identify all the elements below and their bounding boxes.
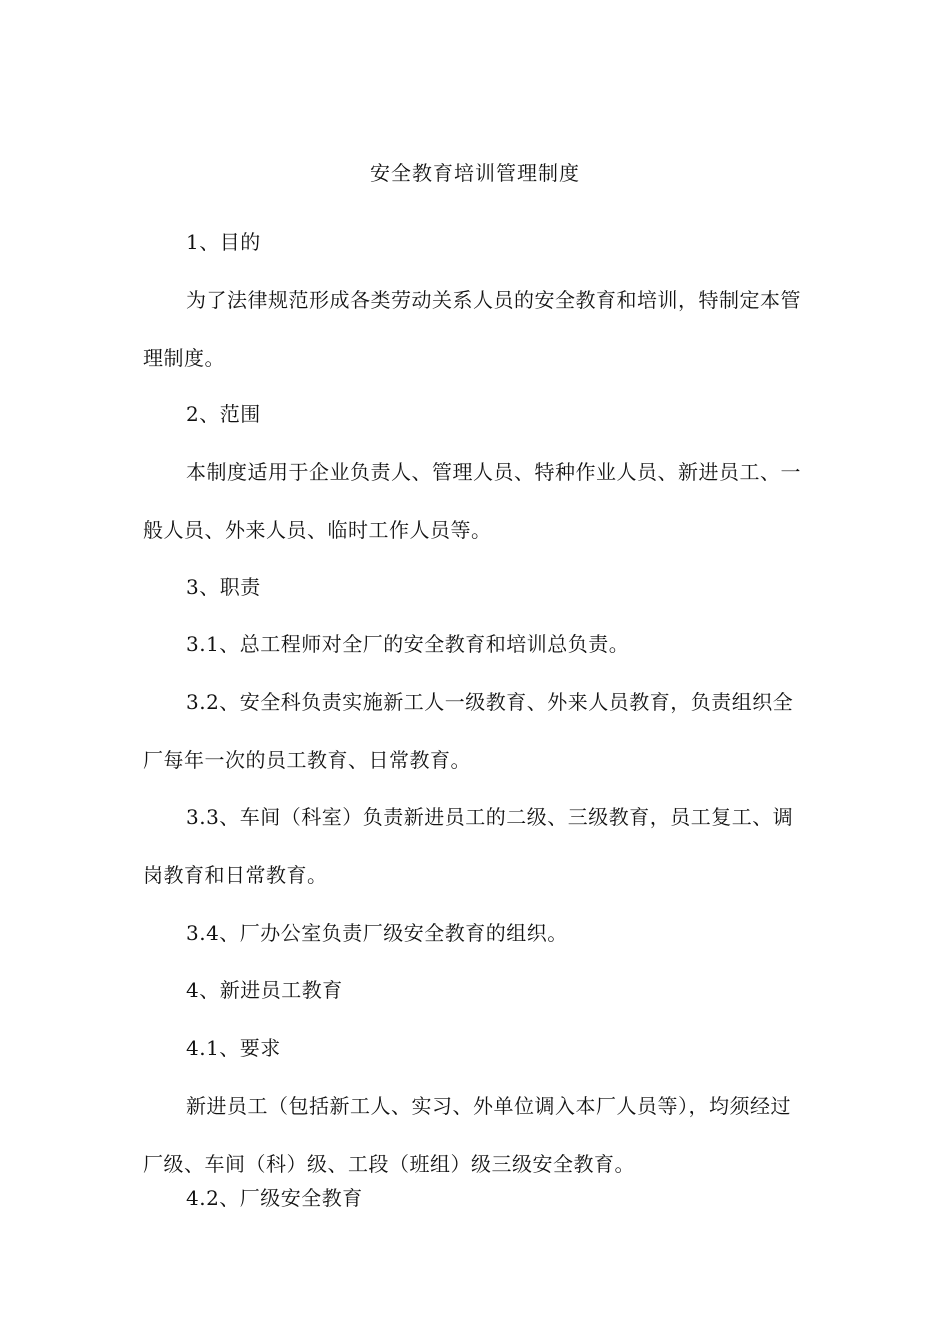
paragraph-line: 理制度。 <box>143 346 225 370</box>
paragraph-line: 3.2、安全科负责实施新工人一级教育、外来人员教育，负责组织全 <box>186 690 794 714</box>
paragraph-line: 3.4、厂办公室负责厂级安全教育的组织。 <box>186 921 568 945</box>
subsection-heading: 4.2、厂级安全教育 <box>186 1186 363 1210</box>
paragraph-line: 3.1、总工程师对全厂的安全教育和培训总负责。 <box>186 632 630 656</box>
section-heading-new-employee: 4、新进员工教育 <box>186 978 343 1002</box>
paragraph-line: 厂级、车间（科）级、工段（班组）级三级安全教育。 <box>143 1152 635 1176</box>
subsection-heading: 4.1、要求 <box>186 1036 281 1060</box>
document-title: 安全教育培训管理制度 <box>370 161 580 185</box>
section-heading-scope: 2、范围 <box>186 402 261 426</box>
paragraph-line: 3.3、车间（科室）负责新进员工的二级、三级教育，员工复工、调 <box>186 805 794 829</box>
paragraph-line: 为了法律规范形成各类劳动关系人员的安全教育和培训，特制定本管 <box>186 288 801 312</box>
section-heading-duties: 3、职责 <box>186 575 261 599</box>
paragraph-line: 般人员、外来人员、临时工作人员等。 <box>143 518 492 542</box>
paragraph-line: 本制度适用于企业负责人、管理人员、特种作业人员、新进员工、一 <box>186 460 801 484</box>
paragraph-line: 新进员工（包括新工人、实习、外单位调入本厂人员等），均须经过 <box>186 1094 791 1118</box>
section-heading-purpose: 1、目的 <box>186 230 261 254</box>
paragraph-line: 岗教育和日常教育。 <box>143 863 328 887</box>
paragraph-line: 厂每年一次的员工教育、日常教育。 <box>143 748 471 772</box>
